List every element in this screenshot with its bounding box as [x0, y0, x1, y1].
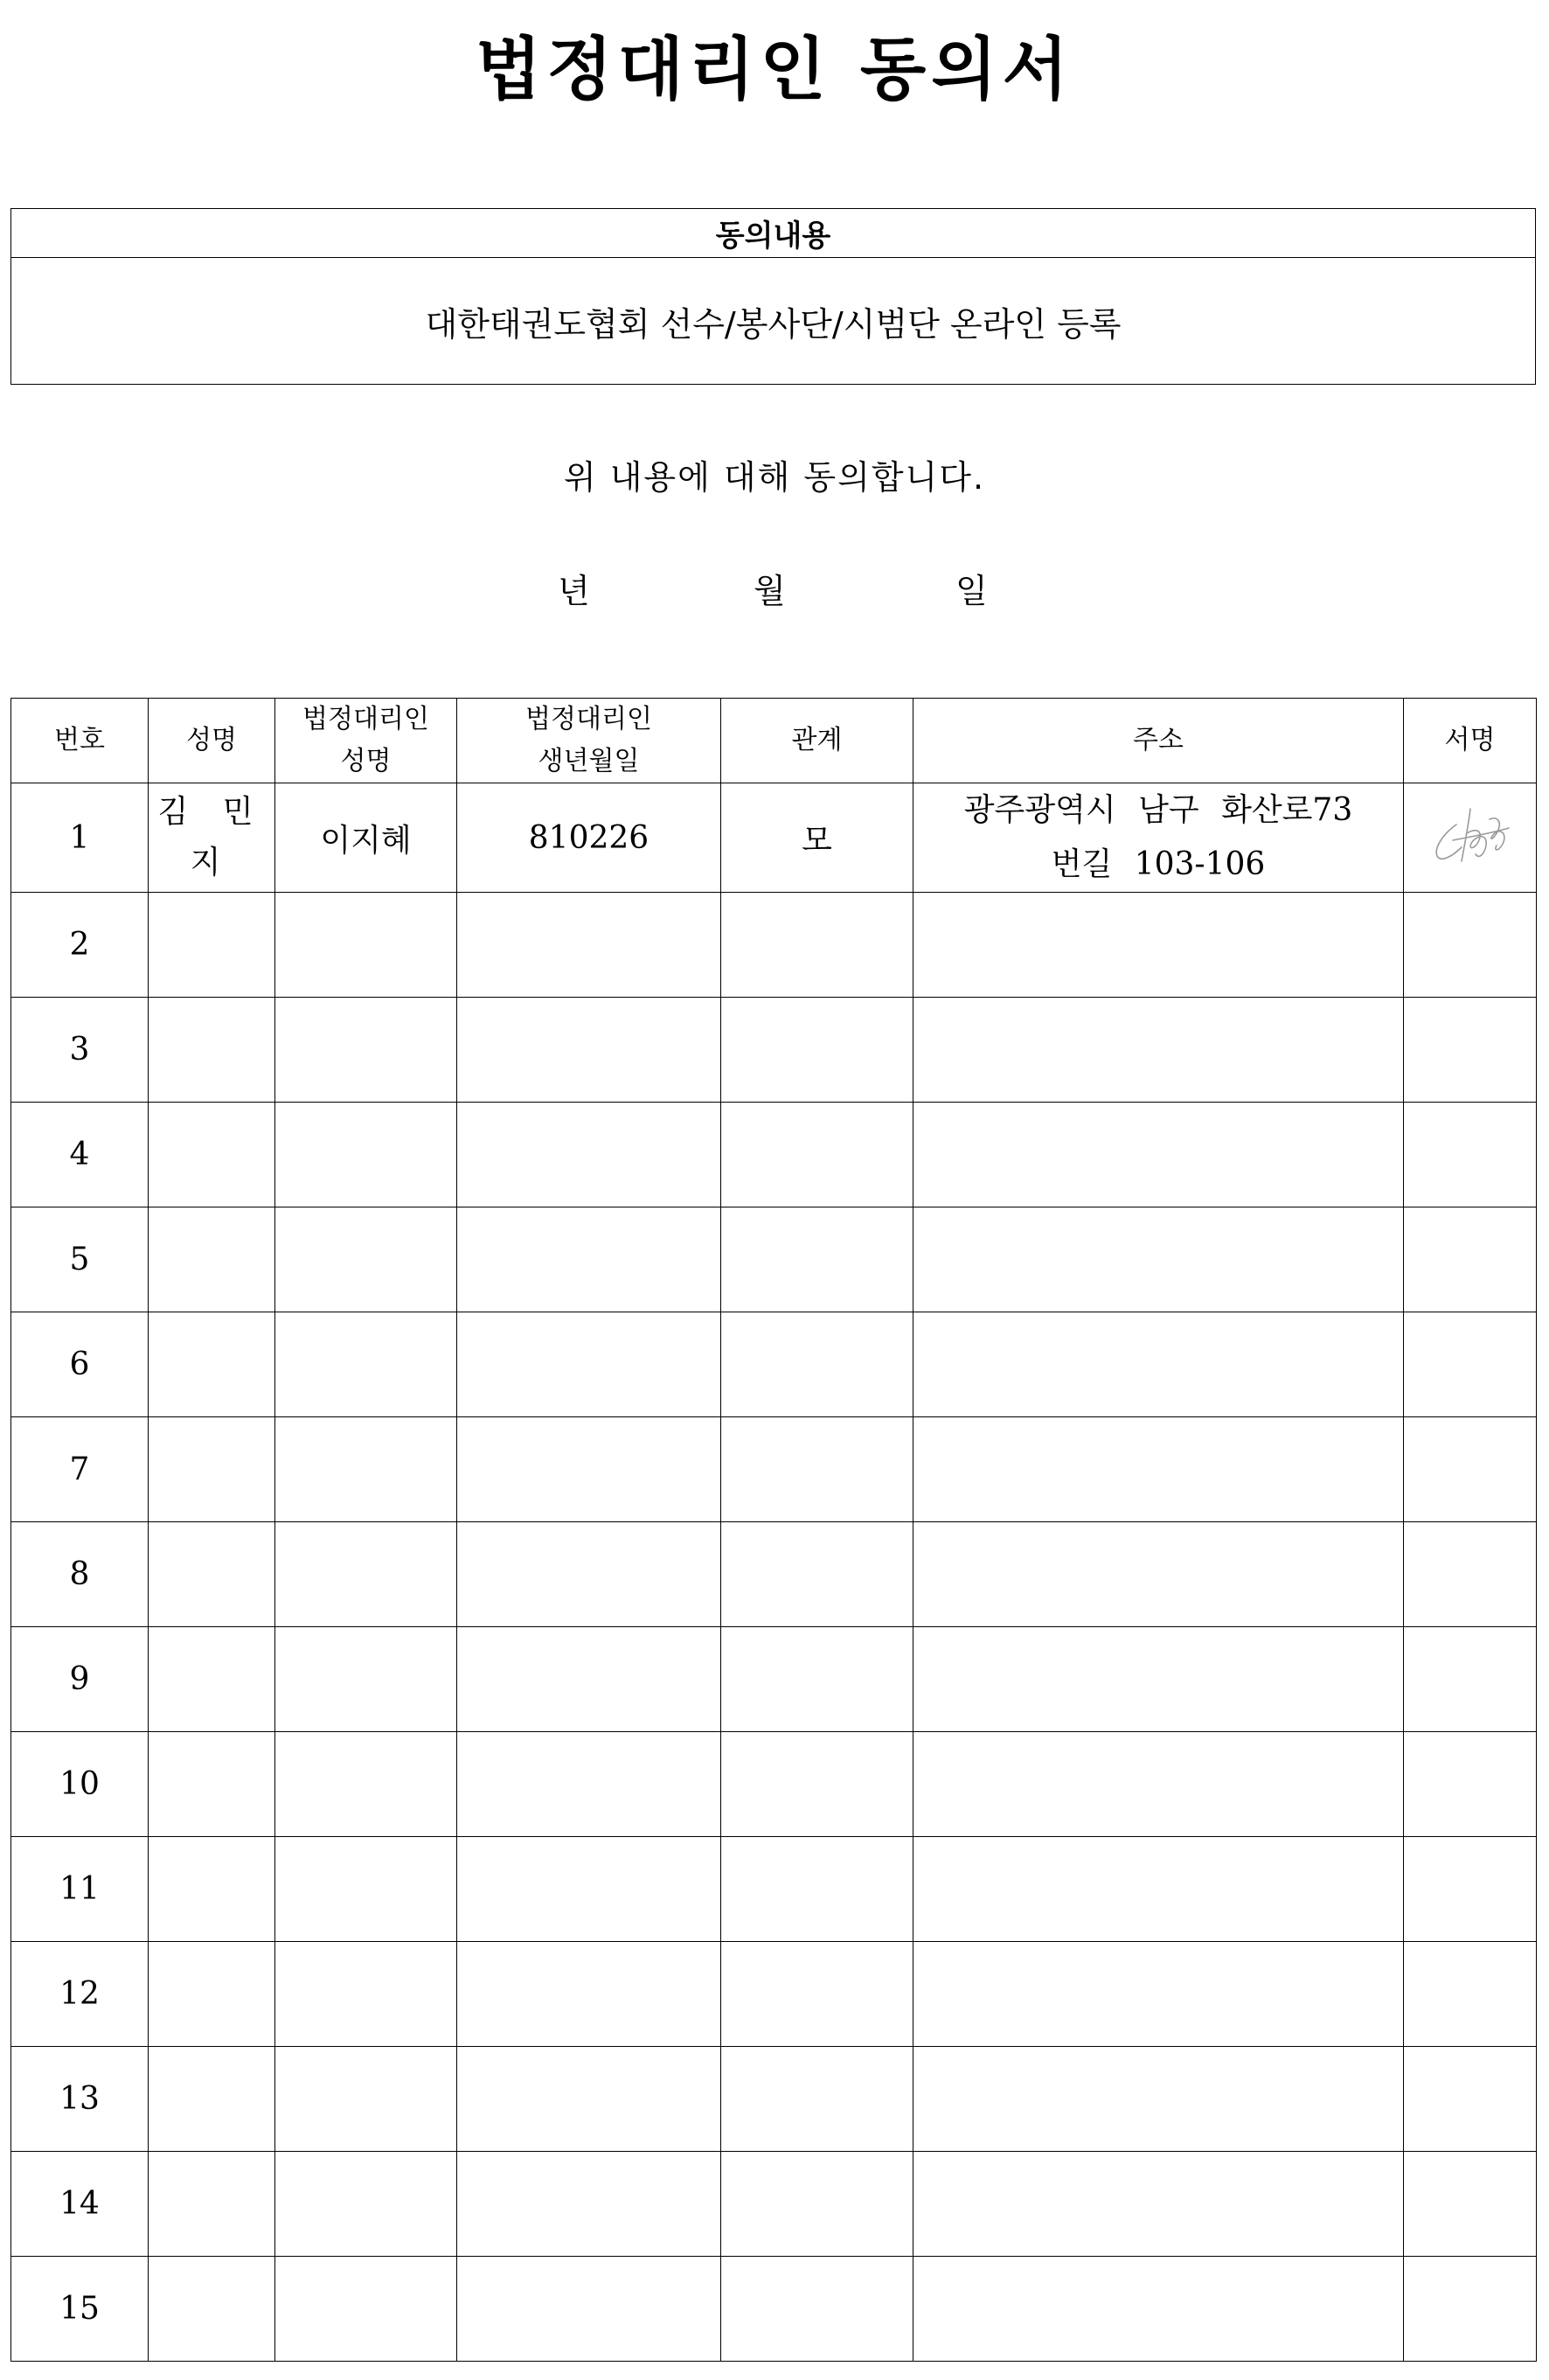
table-row [11, 1312, 1537, 1417]
address [913, 1103, 1404, 1207]
student-name [149, 1312, 275, 1417]
header-guardian-name-line2: 성명 [340, 746, 392, 776]
consent-content: 대한태권도협회 선수/봉사단/시범단 온라인 등록 [425, 305, 1122, 344]
date-day-label: 일 [955, 572, 988, 610]
guardian-birthdate [457, 1417, 721, 1522]
row-number: 2 [11, 893, 149, 998]
student-name [149, 1942, 275, 2047]
signature-cell [1404, 1732, 1537, 1837]
address [913, 783, 1404, 893]
student-name [149, 1732, 275, 1837]
address [913, 1627, 1404, 1732]
row-number: 6 [11, 1312, 149, 1417]
guardian-birthdate [457, 998, 721, 1103]
row-number: 13 [11, 2047, 149, 2152]
address [913, 2152, 1404, 2257]
table-row [11, 783, 1537, 893]
table-row [11, 1207, 1537, 1312]
student-name [149, 1417, 275, 1522]
address [913, 1837, 1404, 1942]
guardian-name [275, 1522, 457, 1627]
guardian-name [275, 1732, 457, 1837]
guardian-birthdate [457, 1627, 721, 1732]
relation [721, 2257, 913, 2362]
guardian-birthdate [457, 1942, 721, 2047]
header-guardian-birth [457, 699, 721, 783]
address [913, 1732, 1404, 1837]
guardian-name [275, 1312, 457, 1417]
relation [721, 998, 913, 1103]
address [913, 2047, 1404, 2152]
header-relation: 관계 [721, 699, 913, 783]
row-number: 10 [11, 1732, 149, 1837]
header-guardian-birth-line2: 생년월일 [538, 746, 640, 776]
relation [721, 1942, 913, 2047]
guardian-name: 이지혜 [275, 783, 457, 893]
signature-cell [1404, 1207, 1537, 1312]
signature-cell [1404, 2257, 1537, 2362]
header-name: 성명 [149, 699, 275, 783]
guardian-birthdate [457, 1103, 721, 1207]
signature-cell [1404, 2152, 1537, 2257]
table-row [11, 1627, 1537, 1732]
address [913, 998, 1404, 1103]
student-name-line2: 지 [190, 845, 233, 880]
relation [721, 1837, 913, 1942]
table-row [11, 1732, 1537, 1837]
student-name [149, 783, 275, 893]
signature-cell [1404, 1522, 1537, 1627]
row-number: 15 [11, 2257, 149, 2362]
student-name [149, 998, 275, 1103]
table-row [11, 2047, 1537, 2152]
guardian-birthdate [457, 1207, 721, 1312]
relation [721, 893, 913, 998]
date-month-label: 월 [754, 572, 786, 610]
student-name [149, 1522, 275, 1627]
row-number: 3 [11, 998, 149, 1103]
row-number: 5 [11, 1207, 149, 1312]
address [913, 1207, 1404, 1312]
signature-cell [1404, 1103, 1537, 1207]
table-row [11, 1417, 1537, 1522]
signature-cell [1404, 783, 1537, 893]
table-header-row [11, 699, 1537, 783]
signature-cell [1404, 998, 1537, 1103]
guardian-name [275, 998, 457, 1103]
row-number: 8 [11, 1522, 149, 1627]
student-name [149, 1207, 275, 1312]
address [913, 1942, 1404, 2047]
row-number: 11 [11, 1837, 149, 1942]
guardian-name [275, 1103, 457, 1207]
student-name-line1: 김 민 [157, 794, 266, 830]
guardian-name [275, 1207, 457, 1312]
relation [721, 2152, 913, 2257]
guardian-birthdate [457, 1312, 721, 1417]
table-row [11, 2257, 1537, 2362]
guardian-name [275, 1942, 457, 2047]
table-row [11, 1942, 1537, 2047]
address-line2: 번길 103-106 [1051, 846, 1266, 882]
signature-cell [1404, 1627, 1537, 1732]
guardian-birthdate [457, 1837, 721, 1942]
guardian-birthdate [457, 2047, 721, 2152]
student-name [149, 2047, 275, 2152]
relation [721, 1522, 913, 1627]
guardian-name [275, 1837, 457, 1942]
signature-cell [1404, 1312, 1537, 1417]
signature-cell [1404, 893, 1537, 998]
row-number: 4 [11, 1103, 149, 1207]
student-name [149, 1837, 275, 1942]
signature-cell [1404, 1837, 1537, 1942]
student-name [149, 1103, 275, 1207]
relation: 모 [721, 783, 913, 893]
student-name [149, 2152, 275, 2257]
relation [721, 1103, 913, 1207]
row-number: 7 [11, 1417, 149, 1522]
signature-cell [1404, 1942, 1537, 2047]
guardian-birthdate [457, 2257, 721, 2362]
header-number: 번호 [11, 699, 149, 783]
row-number: 1 [11, 783, 149, 893]
relation [721, 1207, 913, 1312]
guardian-name [275, 1627, 457, 1732]
header-address: 주소 [913, 699, 1404, 783]
guardian-roster-table [10, 698, 1537, 2362]
student-name [149, 893, 275, 998]
guardian-name [275, 893, 457, 998]
row-number: 14 [11, 2152, 149, 2257]
guardian-birthdate [457, 1732, 721, 1837]
header-guardian-name [275, 699, 457, 783]
relation [721, 1312, 913, 1417]
consent-header: 동의내용 [11, 209, 1535, 258]
signature-cell [1404, 2047, 1537, 2152]
date-line [0, 564, 1549, 616]
relation [721, 2047, 913, 2152]
signature-icon [1418, 798, 1523, 877]
signature-cell [1404, 1417, 1537, 1522]
guardian-birthdate [457, 1522, 721, 1627]
address [913, 1417, 1404, 1522]
guardian-name [275, 2257, 457, 2362]
row-number: 12 [11, 1942, 149, 2047]
table-row [11, 998, 1537, 1103]
consent-box [10, 208, 1536, 385]
relation [721, 1417, 913, 1522]
header-guardian-birth-line1: 법정대리인 [525, 704, 652, 734]
guardian-birthdate: 810226 [457, 783, 721, 893]
table-row [11, 1837, 1537, 1942]
address [913, 1312, 1404, 1417]
guardian-birthdate [457, 2152, 721, 2257]
table-row [11, 1522, 1537, 1627]
agreement-statement: 위 내용에 대해 동의합니다. [563, 458, 986, 497]
header-signature: 서명 [1404, 699, 1537, 783]
guardian-name [275, 2152, 457, 2257]
date-year-label: 년 [558, 572, 590, 610]
relation [721, 1732, 913, 1837]
table-row [11, 893, 1537, 998]
student-name [149, 2257, 275, 2362]
address [913, 1522, 1404, 1627]
student-name [149, 1627, 275, 1732]
address-line1: 광주광역시 남구 화산로73 [963, 792, 1353, 828]
address [913, 2257, 1404, 2362]
guardian-name [275, 1417, 457, 1522]
table-row [11, 2152, 1537, 2257]
document-title: 법정대리인 동의서 [476, 30, 1073, 109]
guardian-birthdate [457, 893, 721, 998]
relation [721, 1627, 913, 1732]
row-number: 9 [11, 1627, 149, 1732]
table-row [11, 1103, 1537, 1207]
guardian-name [275, 2047, 457, 2152]
address [913, 893, 1404, 998]
header-guardian-name-line1: 법정대리인 [302, 704, 429, 734]
